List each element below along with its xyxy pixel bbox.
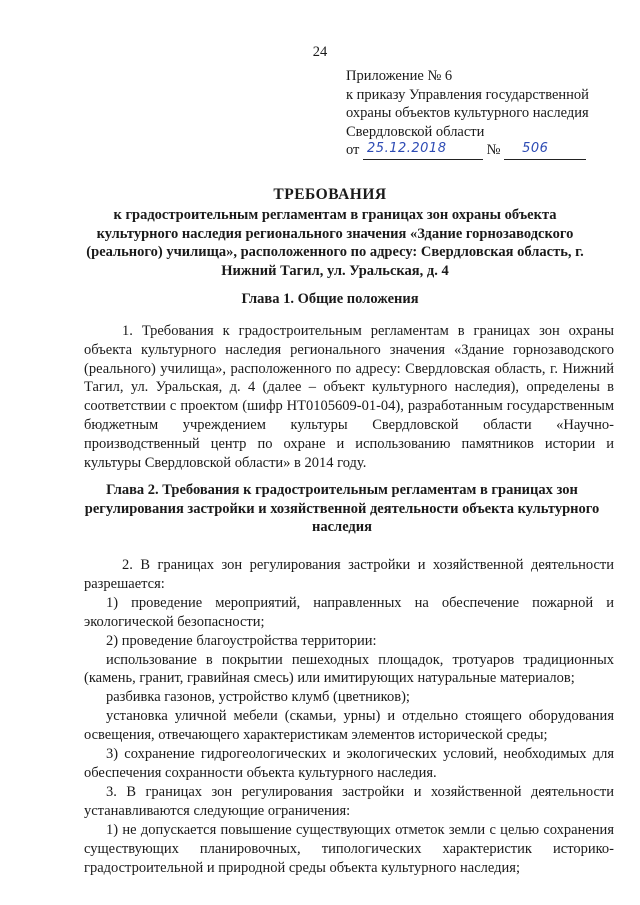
number-field: [504, 143, 586, 160]
paragraph: 1) проведение мероприятий, направленных на обеспечение пожарной и экологической безопасности;: [84, 594, 614, 630]
paragraph: 1. Требования к градостроительным регламентам в границах зон охраны объекта культурного наследия регионального значения «Здание горнозаводского (реального) училища», расположенного по адресу: Свердловская область, г. Нижний Тагил, ул. Уральская, д. 4 (далее – объект культурного наследия), определены в соответствии с проектом (шифр НТ0105609-01-04), разработанным государственным бюджетным учреждением культуры Свердловской области «Научно-производственный центр по охране и использованию памятников истории и культуры Свердловской области» в 2014 году.: [84, 323, 614, 471]
page-number: 24: [312, 44, 328, 60]
date-prefix: от: [346, 142, 360, 158]
number-label: №: [486, 142, 501, 158]
appendix-date-line: [346, 141, 626, 160]
chapter-2-body: [84, 556, 614, 877]
paragraph: 1) не допускается повышение существующих отметок земли с целью сохранения существующих планировочных, типологических характеристик историко-градостроительной и природной среды объекта культурного наследия;: [84, 821, 614, 876]
paragraph: разбивка газонов, устройство клумб (цветников);: [106, 689, 410, 706]
chapter-2-heading: Глава 2. Требования к градостроительным регламентам в границах зон регулирования застройки и хозяйственной деятельности объекта культурного наследия: [84, 482, 600, 535]
chapter-1-body: [84, 322, 614, 472]
handwritten-number: 506: [522, 141, 549, 156]
paragraph: использование в покрытии пешеходных площадок, тротуаров традиционных (камень, гранит, гравийная смесь) или имитирующих натуральные материалов;: [84, 651, 614, 687]
handwritten-date: 25.12.2018: [367, 141, 447, 156]
paragraph: установка уличной мебели (скамьи, урны) и отдельно стоящего оборудования освещения, отвечающего характеристикам элементов исторической среды;: [84, 708, 614, 744]
chapter-1-heading: Глава 1. Общие положения: [241, 291, 419, 307]
document-subtitle: к градостроительным регламентам в границах зон охраны объекта культурного наследия регионального значения «Здание горнозаводского (реального) училища», расположенного по адресу: Свердловская область, г. Нижний Тагил, ул. Уральская, д. 4: [86, 207, 584, 279]
appendix-block: [346, 67, 626, 160]
appendix-line: охраны объектов культурного наследия: [346, 105, 589, 121]
paragraph: 3. В границах зон регулирования застройки и хозяйственной деятельности устанавливаются следующие ограничения:: [84, 783, 614, 819]
paragraph: 3) сохранение гидрогеологических и экологических условий, необходимых для обеспечения сохранности объекта культурного наследия.: [84, 746, 614, 781]
paragraph: 2. В границах зон регулирования застройки и хозяйственной деятельности разрешается:: [84, 557, 614, 592]
paragraph: 2) проведение благоустройства территории:: [106, 632, 377, 649]
document-title: ТРЕБОВАНИЯ: [273, 186, 387, 203]
appendix-line: Свердловской области: [346, 123, 485, 140]
appendix-line: Приложение № 6: [346, 68, 453, 84]
appendix-line: к приказу Управления государственной: [346, 86, 589, 103]
date-field: [363, 143, 483, 160]
